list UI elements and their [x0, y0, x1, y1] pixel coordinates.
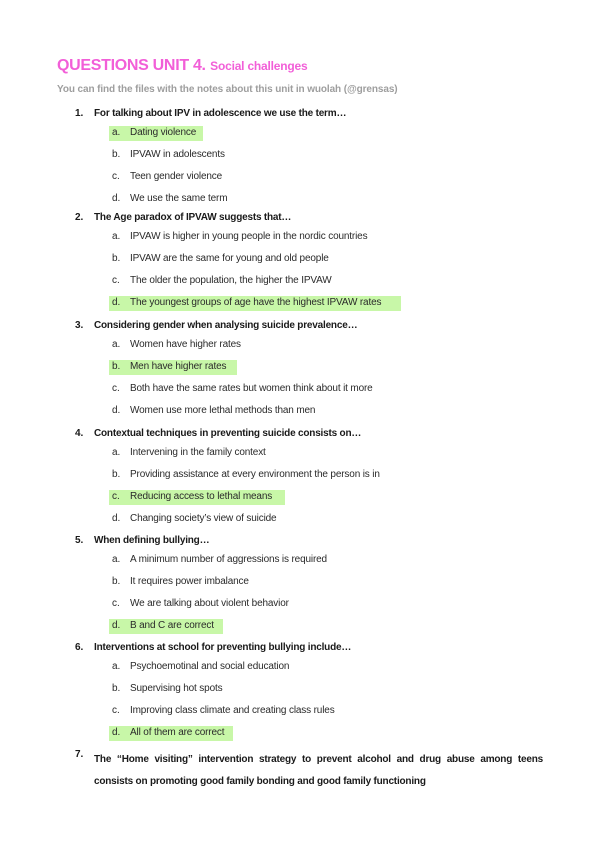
- answer-option-correct: [0, 126, 600, 142]
- question-text: The “Home visiting” intervention strategy to prevent alcohol and drug abuse among teens consists on promoting good family bonding and good family functioning: [94, 754, 543, 787]
- option-text: The older the population, the higher the IPVAW: [130, 275, 332, 286]
- answer-option: [0, 575, 600, 591]
- answer-option: [0, 682, 600, 698]
- option-text: Improving class climate and creating class rules: [130, 705, 335, 716]
- answer-option: [0, 252, 600, 268]
- option-text: IPVAW in adolescents: [130, 149, 225, 160]
- option-text: Women use more lethal methods than men: [130, 405, 316, 416]
- answer-option: [0, 704, 600, 720]
- option-letter: b.: [112, 361, 121, 372]
- answer-option: [0, 404, 600, 420]
- page-title: [57, 57, 307, 75]
- option-text: Both have the same rates but women think about it more: [130, 383, 373, 394]
- option-text: Teen gender violence: [130, 171, 223, 182]
- option-letter: d.: [112, 513, 121, 524]
- option-text: We use the same term: [130, 193, 228, 204]
- option-letter: a.: [112, 447, 121, 458]
- option-text: All of them are correct: [130, 727, 225, 738]
- option-letter: d.: [112, 620, 121, 631]
- option-text: Reducing access to lethal means: [130, 491, 273, 502]
- question-number: 7.: [75, 749, 84, 760]
- option-letter: a.: [112, 554, 121, 565]
- answer-option: [0, 446, 600, 462]
- option-letter: c.: [112, 705, 120, 716]
- option-text: A minimum number of aggressions is required: [130, 554, 327, 565]
- question-text: The Age paradox of IPVAW suggests that…: [94, 212, 292, 223]
- option-letter: d.: [112, 727, 121, 738]
- option-text: Men have higher rates: [130, 361, 227, 372]
- option-text: Women have higher rates: [130, 339, 241, 350]
- question-number: 2.: [75, 212, 84, 223]
- answer-option-correct: [0, 360, 600, 376]
- answer-option: [0, 597, 600, 613]
- answer-option: [0, 660, 600, 676]
- option-letter: b.: [112, 576, 121, 587]
- option-text: Supervising hot spots: [130, 683, 223, 694]
- answer-option: [0, 382, 600, 398]
- question-text: When defining bullying…: [94, 535, 210, 546]
- option-letter: a.: [112, 127, 121, 138]
- option-text: Providing assistance at every environment the person is in: [130, 469, 380, 480]
- answer-option: [0, 230, 600, 246]
- answer-option: [0, 192, 600, 208]
- option-letter: d.: [112, 297, 121, 308]
- answer-option: [0, 274, 600, 290]
- option-letter: b.: [112, 149, 121, 160]
- option-letter: c.: [112, 383, 120, 394]
- question-text: For talking about IPV in adolescence we use the term…: [94, 108, 347, 119]
- option-letter: b.: [112, 253, 121, 264]
- question-text: Contextual techniques in preventing suicide consists on…: [94, 428, 362, 439]
- question-text: Interventions at school for preventing bullying include…: [94, 642, 352, 653]
- answer-option: [0, 148, 600, 164]
- option-letter: a.: [112, 339, 121, 350]
- option-letter: c.: [112, 598, 120, 609]
- answer-option-correct: [0, 726, 600, 742]
- option-text: Intervening in the family context: [130, 447, 266, 458]
- option-text: Changing society’s view of suicide: [130, 513, 277, 524]
- option-letter: c.: [112, 171, 120, 182]
- question-text: Considering gender when analysing suicide prevalence…: [94, 320, 358, 331]
- option-letter: d.: [112, 405, 121, 416]
- option-letter: d.: [112, 193, 121, 204]
- intro-text: You can find the files with the notes about this unit in wuolah (@grensas): [57, 84, 398, 95]
- answer-option-correct: [0, 619, 600, 635]
- answer-option: [0, 512, 600, 528]
- question-number: 3.: [75, 320, 84, 331]
- option-letter: c.: [112, 275, 120, 286]
- option-letter: b.: [112, 683, 121, 694]
- title-subtitle: Social challenges: [210, 59, 308, 73]
- question-number: 4.: [75, 428, 84, 439]
- option-text: IPVAW are the same for young and old people: [130, 253, 329, 264]
- answer-option: [0, 170, 600, 186]
- answer-option: [0, 338, 600, 354]
- option-text: IPVAW is higher in young people in the nordic countries: [130, 231, 368, 242]
- option-text: We are talking about violent behavior: [130, 598, 289, 609]
- answer-option: [0, 468, 600, 484]
- answer-option-correct: [0, 296, 600, 312]
- title-main: QUESTIONS UNIT 4.: [57, 57, 206, 74]
- option-letter: a.: [112, 661, 121, 672]
- option-text: The youngest groups of age have the highest IPVAW rates: [130, 297, 382, 308]
- question-number: 1.: [75, 108, 84, 119]
- option-letter: a.: [112, 231, 121, 242]
- question-number: 5.: [75, 535, 84, 546]
- question-number: 6.: [75, 642, 84, 653]
- option-text: B and C are correct: [130, 620, 214, 631]
- option-text: Psychoemotinal and social education: [130, 661, 290, 672]
- option-text: Dating violence: [130, 127, 197, 138]
- answer-option-correct: [0, 490, 600, 506]
- answer-option: [0, 553, 600, 569]
- option-text: It requires power imbalance: [130, 576, 249, 587]
- option-letter: b.: [112, 469, 121, 480]
- option-letter: c.: [112, 491, 120, 502]
